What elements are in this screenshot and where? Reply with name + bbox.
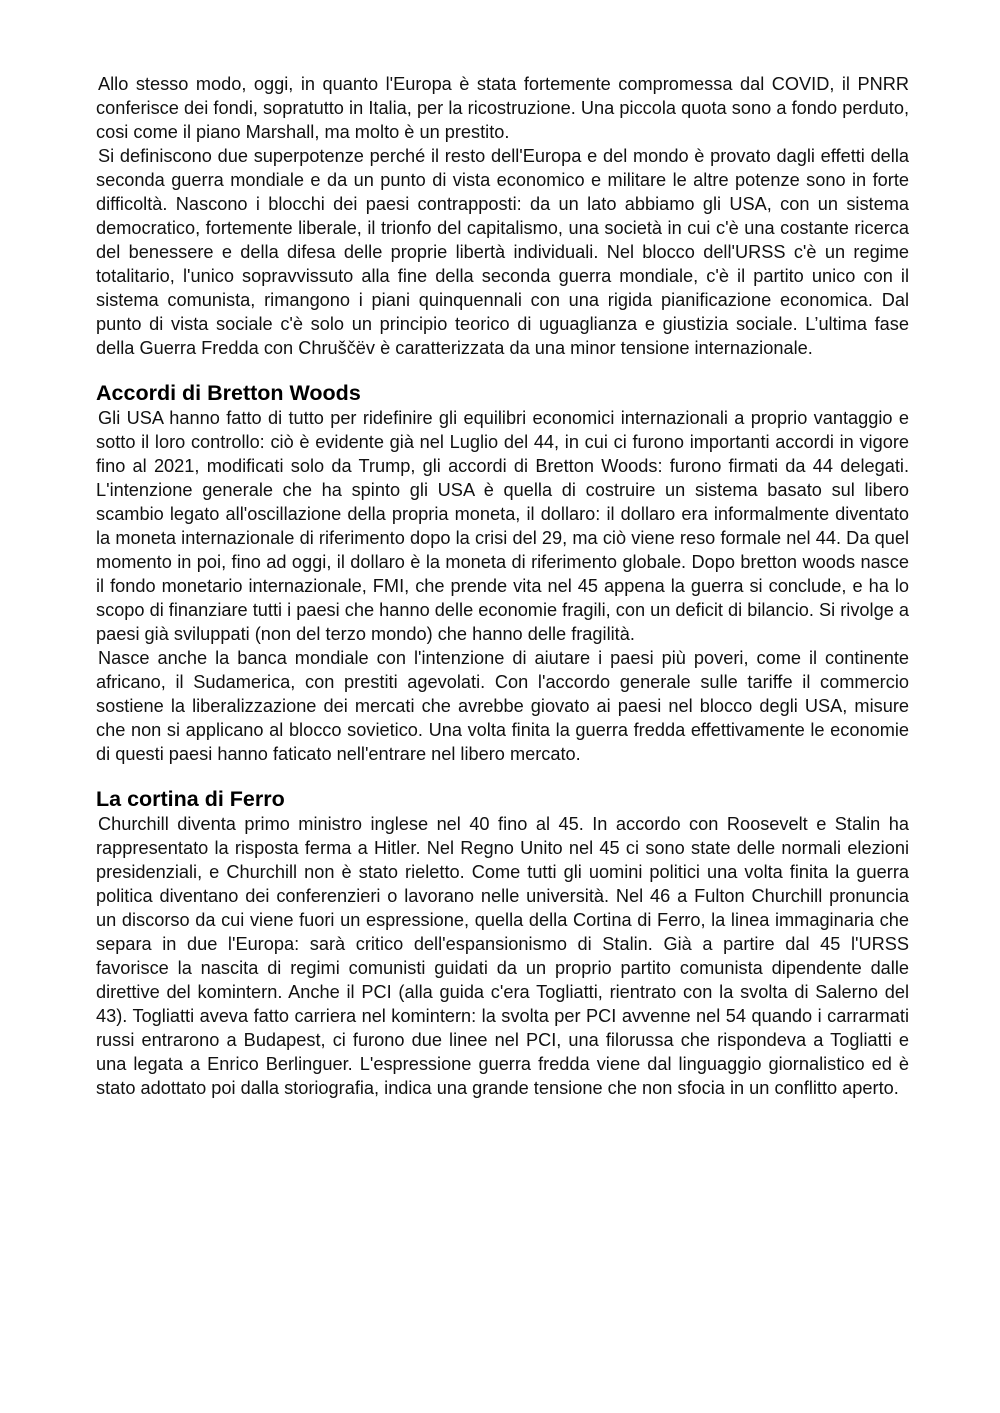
document-page [96, 72, 909, 1100]
section-heading-cortina-di-ferro: La cortina di Ferro [96, 787, 285, 811]
section-heading-bretton-woods: Accordi di Bretton Woods [96, 381, 361, 405]
cortina-di-ferro-paragraph-1: Churchill diventa primo ministro inglese nel 40 fino al 45. In accordo con Roosevelt e Stalin ha rappresentato la risposta ferma a Hitler. Nel Regno Unito nel 45 ci sono state delle normali elezioni presidenziali, e Churchill non è stato rieletto. Come tutti gli uomini politici una volta finita la guerra politica diventano dei conferenzieri o lavorano nelle università. Nel 46 a Fulton Churchill pronuncia un discorso da cui viene fuori un espressione, quella della Cortina di Ferro, la linea immaginaria che separa in due l'Europa: sarà critico dell'espansionismo di Stalin. Già a partire dal 45 l'URSS favorisce la nascita di regimi comunisti guidati da un proprio partito comunista dipendente dalle direttive del komintern. Anche il PCI (alla guida c'era Togliatti, rientrato con la svolta di Salerno del 43). Togliatti aveva fatto carriera nel komintern: la svolta per PCI avvenne nel 54 quando i carrarmati russi entrarono a Budapest, ci furono due linee nel PCI, una filorussa che rispondeva a Togliatti e una legata a Enrico Berlinguer. L'espressione guerra fredda viene dal linguaggio giornalistico ed è stato adottato poi dalla storiografia, indica una grande tensione che non sfocia in un conflitto aperto. [96, 814, 909, 1098]
section-spacer [96, 766, 909, 786]
section-spacer [96, 360, 909, 380]
bretton-woods-paragraph-2: Nasce anche la banca mondiale con l'intenzione di aiutare i paesi più poveri, come il continente africano, il Sudamerica, con prestiti agevolati. Con l'accordo generale sulle tariffe il commercio sostiene la liberalizzazione dei mercati che avrebbe giovato ai paesi nel blocco degli USA, misure che non si applicano al blocco sovietico. Una volta finita la guerra fredda effettivamente le economie di questi paesi hanno faticato nell'entrare nel libero mercato. [96, 648, 909, 764]
intro-paragraph-1: Allo stesso modo, oggi, in quanto l'Europa è stata fortemente compromessa dal COVID, il PNRR conferisce dei fondi, sopratutto in Italia, per la ricostruzione. Una piccola quota sono a fondo perduto, cosi come il piano Marshall, ma molto è un prestito. [96, 74, 909, 142]
bretton-woods-paragraph-1: Gli USA hanno fatto di tutto per ridefinire gli equilibri economici internazionali a proprio vantaggio e sotto il loro controllo: ciò è evidente già nel Luglio del 44, in cui ci furono importanti accordi in vigore fino al 2021, modificati solo da Trump, gli accordi di Bretton Woods: furono firmati da 44 delegati. L'intenzione generale che ha spinto gli USA è quella di costruire un sistema basato sul libero scambio legato all'oscillazione della propria moneta, il dollaro: il dollaro era informalmente diventato la moneta internazionale di riferimento dopo la crisi del 29, ma ciò viene reso formale nel 44. Da quel momento in poi, fino ad oggi, il dollaro è la moneta di riferimento globale. Dopo bretton woods nasce il fondo monetario internazionale, FMI, che prende vita nel 45 appena la guerra si conclude, e ha lo scopo di finanziare tutti i paesi che hanno delle economie fragili, con un deficit di bilancio. Si rivolge a paesi già sviluppati (non del terzo mondo) che hanno delle fragilità. [96, 408, 909, 644]
intro-paragraph-2: Si definiscono due superpotenze perché il resto dell'Europa e del mondo è provato dagli effetti della seconda guerra mondiale e da un punto di vista economico e militare le altre potenze sono in forte difficoltà. Nascono i blocchi dei paesi contrapposti: da un lato abbiamo gli USA, con un sistema democratico, fortemente liberale, il trionfo del capitalismo, una società in cui c'è una costante ricerca del benessere e della difesa delle proprie libertà individuali. Nel blocco dell'URSS c'è un regime totalitario, l'unico sopravvissuto alla fine della seconda guerra mondiale, c'è il partito unico con il sistema comunista, rimangono i piani quinquennali con una rigida pianificazione economica. Dal punto di vista sociale c'è solo un principio teorico di uguaglianza e giustizia sociale. L’ultima fase della Guerra Fredda con Chruščëv è caratterizzata da una minor tensione internazionale. [96, 146, 909, 358]
